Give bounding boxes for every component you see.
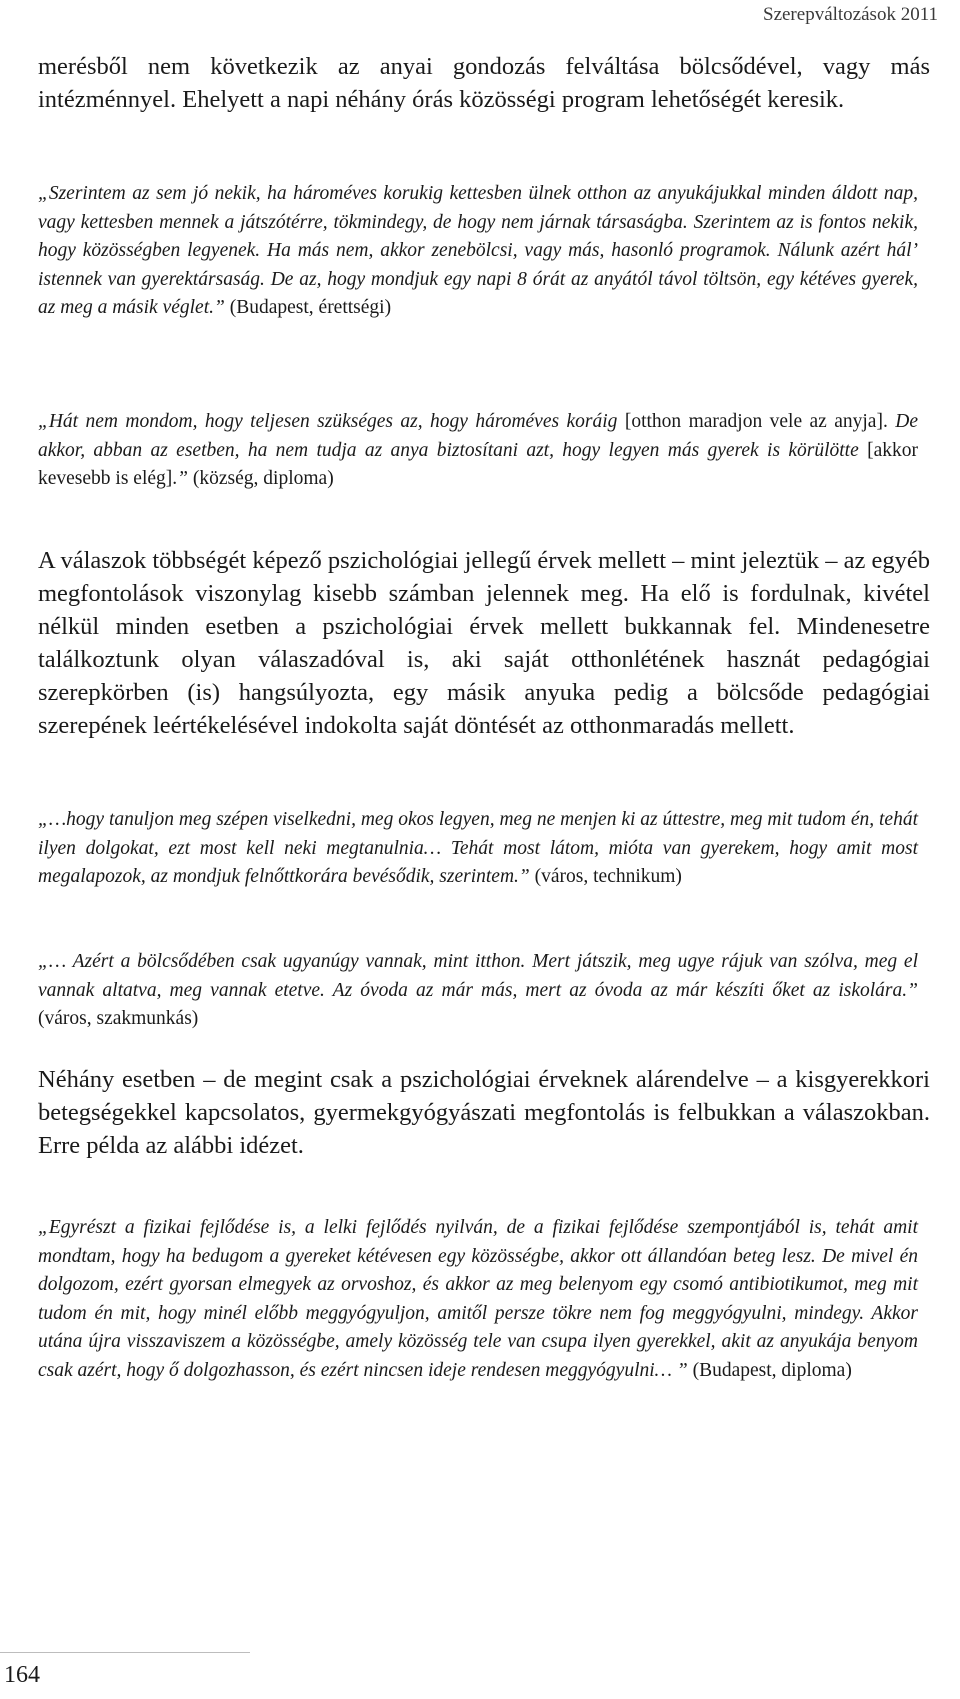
footer-divider (0, 1652, 250, 1653)
page-number: 164 (4, 1662, 40, 1688)
paragraph-medical: Néhány esetben – de megint csak a pszichológiai érveknek alárendelve – a kisgyerekkori betegségekkel kapcsolatos, gyermekgyógyászati megfontolás is felbukkan a válaszokban. Erre példa az alábbi idézet. (38, 1066, 930, 1159)
quote-1-text: „Szerintem az sem jó nekik, ha hároméves korukig kettesben ülnek otthon az anyukájukkal minden áldott nap, vagy kettesben mennek a játszótérre, tökmindegy, de hogy nem járnak társaságba. Szerintem az is fontos nekik, hogy közösségben legyenek. Ha más nem, akkor zenebölcsi, vagy más, hasonló programok. Nálunk azért hál’ istennek van gyerektársaság. De az, hogy mondjuk egy napi 8 órát az anyától távol töltsön, egy kétéves gyerek, az meg a másik véglet.” (38, 183, 918, 318)
quote-5-source: (Budapest, diploma) (692, 1359, 852, 1381)
quote-5-text: „Egyrészt a fizikai fejlődése is, a lelki fejlődés nyilván, de a fizikai fejlődése szempontjából is, tehát amit mondtam, hogy ha bedugom a gyereket kétévesen egy közösségbe, akkor ott állandóan beteg lesz. De mivel én dolgozom, ezért gyorsan elmegyek az orvoshoz, és akkor az meg belenyom egy csomó antibiotikumot, meg mit tudom én mit, hogy minél előbb meggyógyuljon, amitől persze tökre nem fog meggyógyulni, mindegy. Akkor utána újra visszaviszem a közösségbe, amely közösség tele van csupa ilyen gyerekkel, akit az anyukája benyom csak azért, hogy ő dolgozhasson, és ezért nincsen ideje rendesen meggyógyulni… ” (38, 1217, 918, 1381)
quote-1-source: (Budapest, érettségi) (229, 297, 392, 318)
quote-block-3 (38, 806, 918, 892)
quote-2-insert-1: [otthon maradjon vele az anyja]. (624, 411, 888, 432)
quote-4-source: (város, szakmunkás) (38, 1008, 199, 1029)
quote-4-text: „… Azért a bölcsődében csak ugyanúgy vannak, mint itthon. Mert játszik, meg ugye rájuk van szólva, meg el vannak altatva, meg vannak etetve. Az óvoda az már más, mert az óvoda az már készíti őket az iskolára.” (38, 951, 918, 1001)
quote-block-5 (38, 1214, 918, 1385)
running-header: Szerepváltozások 2011 (763, 4, 938, 25)
paragraph-arguments: A válaszok többségét képező pszichológiai jellegű érvek mellett – mint jeleztük – az egyéb megfontolások viszonylag kisebb számban jelennek meg. Ha elő is fordulnak, kivétel nélkül minden esetben a pszichológiai érvek mellett bukkannak fel. Mindenesetre találkoztunk olyan válaszadóval is, aki saját otthonlétének hasznát pedagógiai szerepkörben (is) hangsúlyozta, egy másik anyuka pedig a bölcsőde pedagógiai szerepének leértékelésével indokolta saját döntését az otthonmaradás mellett. (38, 547, 930, 739)
quote-2-source: (község, diploma) (192, 468, 334, 489)
paragraph-intro: merésből nem következik az anyai gondozás felváltása bölcsődével, vagy más intézménnyel. Ehelyett a napi néhány órás közösségi program lehetőségét keresik. (38, 53, 930, 113)
quote-3-text: „…hogy tanuljon meg szépen viselkedni, meg okos legyen, meg ne menjen ki az úttestre, meg mit tudom én, tehát ilyen dolgokat, ezt most kell neki megtanulnia… Tehát most látom, mióta van gyerekem, hogy amit most megalapozok, az mondjuk felnőttkorára bevésődik, szerintem.” (38, 809, 918, 887)
quote-2-closing: ” (177, 468, 189, 489)
quote-3-source: (város, technikum) (534, 866, 682, 887)
quote-2-insert-2: [akkor kevesebb is elég]. (38, 439, 918, 489)
quote-block-1 (38, 180, 918, 323)
quote-2-part-1: „Hát nem mondom, hogy teljesen szükséges az, hogy hároméves koráig (38, 411, 618, 432)
quote-block-4 (38, 948, 918, 1034)
quote-block-2 (38, 408, 918, 494)
quote-2-part-2: De akkor, abban az esetben, ha nem tudja az anya biztosítani azt, hogy legyen más gyerek is körülötte (38, 411, 919, 461)
